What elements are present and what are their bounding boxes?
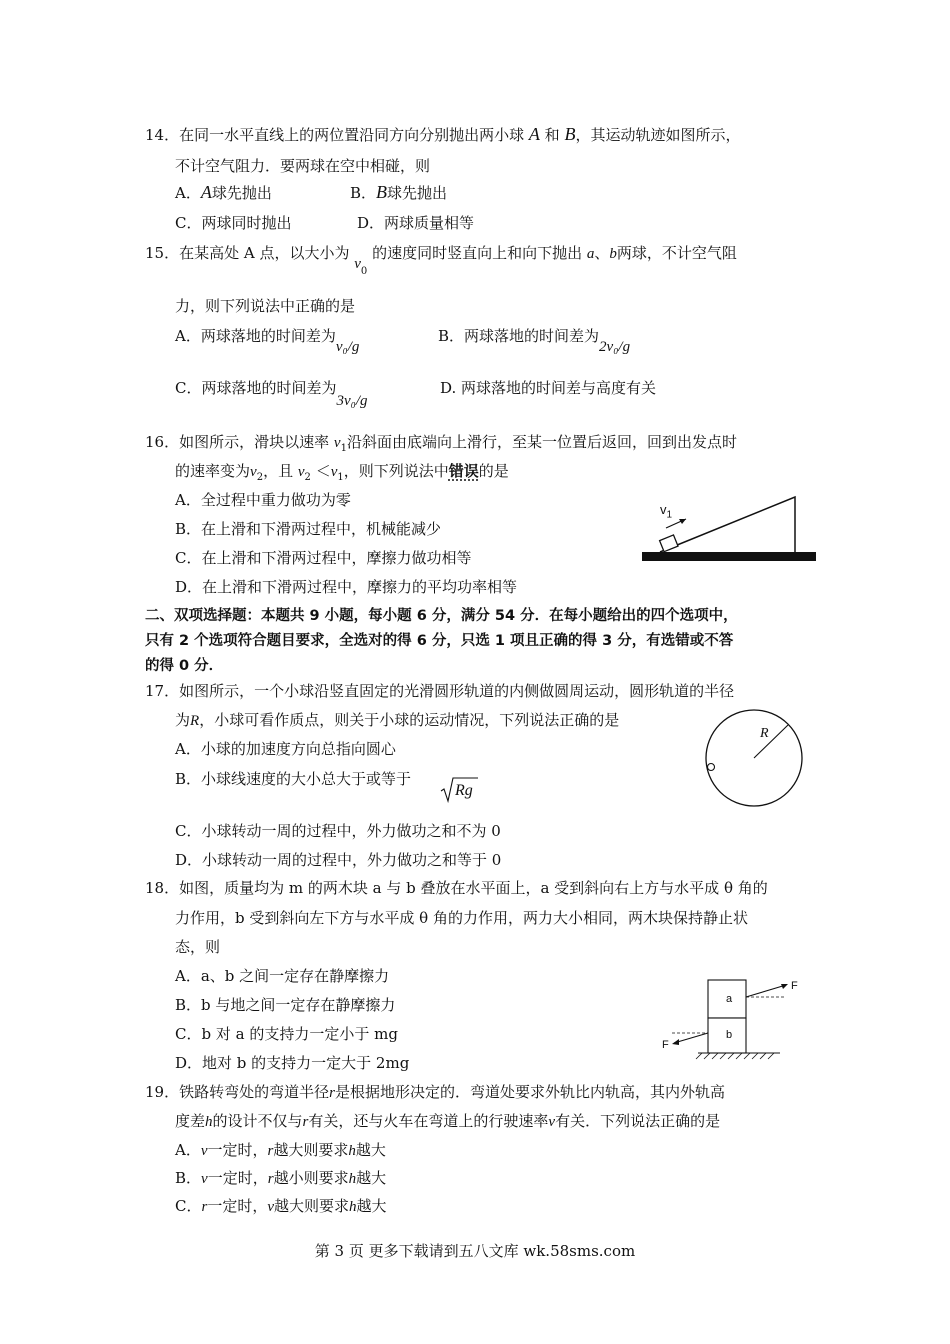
q18-line1: 18．如图，质量均为 m 的两木块 a 与 b 叠放在水平面上，a 受到斜向右上方与水平成 θ 角的 bbox=[145, 879, 768, 897]
force-arrow-top bbox=[746, 985, 786, 997]
q18-option-a: A．a、b 之间一定存在静摩擦力 bbox=[175, 967, 390, 985]
q15-line2: 力，则下列说法中正确的是 bbox=[175, 297, 356, 315]
q17-line1: 17．如图所示，一个小球沿竖直固定的光滑圆形轨道的内侧做圆周运动，圆形轨道的半径 bbox=[145, 682, 735, 700]
block-a-label: a bbox=[726, 993, 733, 1005]
force-arrow-bottom bbox=[674, 1033, 708, 1043]
q15-line1: 15．在某高处 A 点，以大小为 $v_0$ 的速度同时竖直向上和向下抛出 a、b两球，不计空气阻 bbox=[145, 244, 737, 277]
q16-option-b: B．在上滑和下滑两过程中，机械能减少 bbox=[175, 520, 442, 538]
q14-line2: 不计空气阻力．要两球在空中相碰，则 bbox=[175, 157, 431, 175]
q14-option-c: C．两球同时抛出 bbox=[175, 214, 292, 232]
q18-option-c: C．b 对 a 的支持力一定小于 mg bbox=[175, 1025, 398, 1043]
ball bbox=[708, 764, 715, 771]
ground-hatching bbox=[696, 1053, 774, 1059]
force-arrowhead-top bbox=[781, 984, 788, 989]
stacked-blocks-figure bbox=[660, 975, 810, 1065]
q17-option-a: A．小球的加速度方向总指向圆心 bbox=[175, 740, 396, 758]
force-f-label-top: F bbox=[791, 980, 798, 992]
q15-option-c: C．两球落地的时间差为3v₀/g bbox=[175, 379, 368, 409]
q19-option-b: B．v一定时，r越小则要求h越大 bbox=[175, 1169, 387, 1187]
q16-option-a: A．全过程中重力做功为零 bbox=[175, 491, 351, 509]
q15-option-d: D. 两球落地的时间差与高度有关 bbox=[440, 379, 657, 397]
q16-option-c: C．在上滑和下滑两过程中，摩擦力做功相等 bbox=[175, 549, 472, 567]
incline-slope bbox=[660, 497, 795, 552]
q19-line1: 19．铁路转弯处的弯道半径r是根据地形决定的．弯道处要求外轨比内轨高，其内外轨高 bbox=[145, 1083, 725, 1101]
q16-line2: 的速率变为$v_2$，且 $v_2 <v_1$，则下列说法中错误的是 bbox=[175, 462, 509, 483]
q17-line2: 为R，小球可看作质点，则关于小球的运动情况，下列说法正确的是 bbox=[175, 711, 620, 729]
page-footer: 第 3 页 更多下载请到五八文库 wk.58sms.com bbox=[314, 1242, 636, 1260]
q19-option-c: C．r一定时，v越大则要求h越大 bbox=[175, 1197, 387, 1215]
force-f-label-bottom: F bbox=[662, 1039, 669, 1051]
q16-option-d: D．在上滑和下滑两过程中，摩擦力的平均功率相等 bbox=[175, 578, 518, 596]
q17-option-c: C．小球转动一周的过程中，外力做功之和不为 0 bbox=[175, 822, 501, 840]
circle-track-figure bbox=[703, 708, 803, 808]
circle-r-label: R bbox=[760, 726, 769, 741]
q18-line2: 力作用，b 受到斜向左下方与水平成 θ 角的力作用，两力大小相同，两木块保持静止状 bbox=[175, 909, 748, 927]
q14-option-b: B．B球先抛出 bbox=[350, 182, 448, 202]
q19-option-a: A．v一定时，r越大则要求h越大 bbox=[175, 1141, 386, 1159]
q17-option-b: B．小球线速度的大小总大于或等于 bbox=[175, 770, 412, 788]
section2-line2: 只有 2 个选项符合题目要求，全选对的得 6 分，只选 1 项且正确的得 3 分，有选错或不答 bbox=[145, 633, 734, 649]
q18-option-b: B．b 与地之间一定存在静摩擦力 bbox=[175, 996, 396, 1014]
q16-line1: 16．如图所示，滑块以速率 $v_1$沿斜面由底端向上滑行，至某一位置后返回，回到出发点时 bbox=[145, 433, 737, 454]
section2-line3: 的得 0 分． bbox=[145, 658, 224, 674]
section2-line1: 二、双项选择题：本题共 9 小题，每小题 6 分，满分 54 分．在每小题给出的四个选项中， bbox=[145, 608, 738, 624]
slider-block bbox=[660, 535, 678, 552]
incline-v1-label: $v_1$ bbox=[660, 502, 673, 521]
ground-bar bbox=[642, 552, 816, 561]
q17-option-d: D．小球转动一周的过程中，外力做功之和等于 0 bbox=[175, 851, 502, 869]
q18-line3: 态，则 bbox=[175, 938, 221, 956]
q15-option-a: A．两球落地的时间差为v₀/g bbox=[175, 327, 360, 355]
sqrt-rg-text: Rg bbox=[455, 782, 473, 799]
force-arrowhead-bottom bbox=[672, 1039, 679, 1045]
q14-option-a: A．A球先抛出 bbox=[175, 182, 272, 202]
q14-line1: 14．在同一水平直线上的两位置沿同方向分别抛出两小球 A 和 B，其运动轨迹如图所示， bbox=[145, 124, 741, 144]
q15-option-b: B．两球落地的时间差为2v₀/g bbox=[438, 327, 631, 355]
q18-option-d: D．地对 b 的支持力一定大于 2mg bbox=[175, 1054, 410, 1072]
q14-option-d: D．两球质量相等 bbox=[357, 214, 475, 232]
q19-line2: 度差h的设计不仅与r有关，还与火车在弯道上的行驶速率v有关．下列说法正确的是 bbox=[175, 1112, 721, 1130]
block-b-label: b bbox=[726, 1029, 733, 1041]
